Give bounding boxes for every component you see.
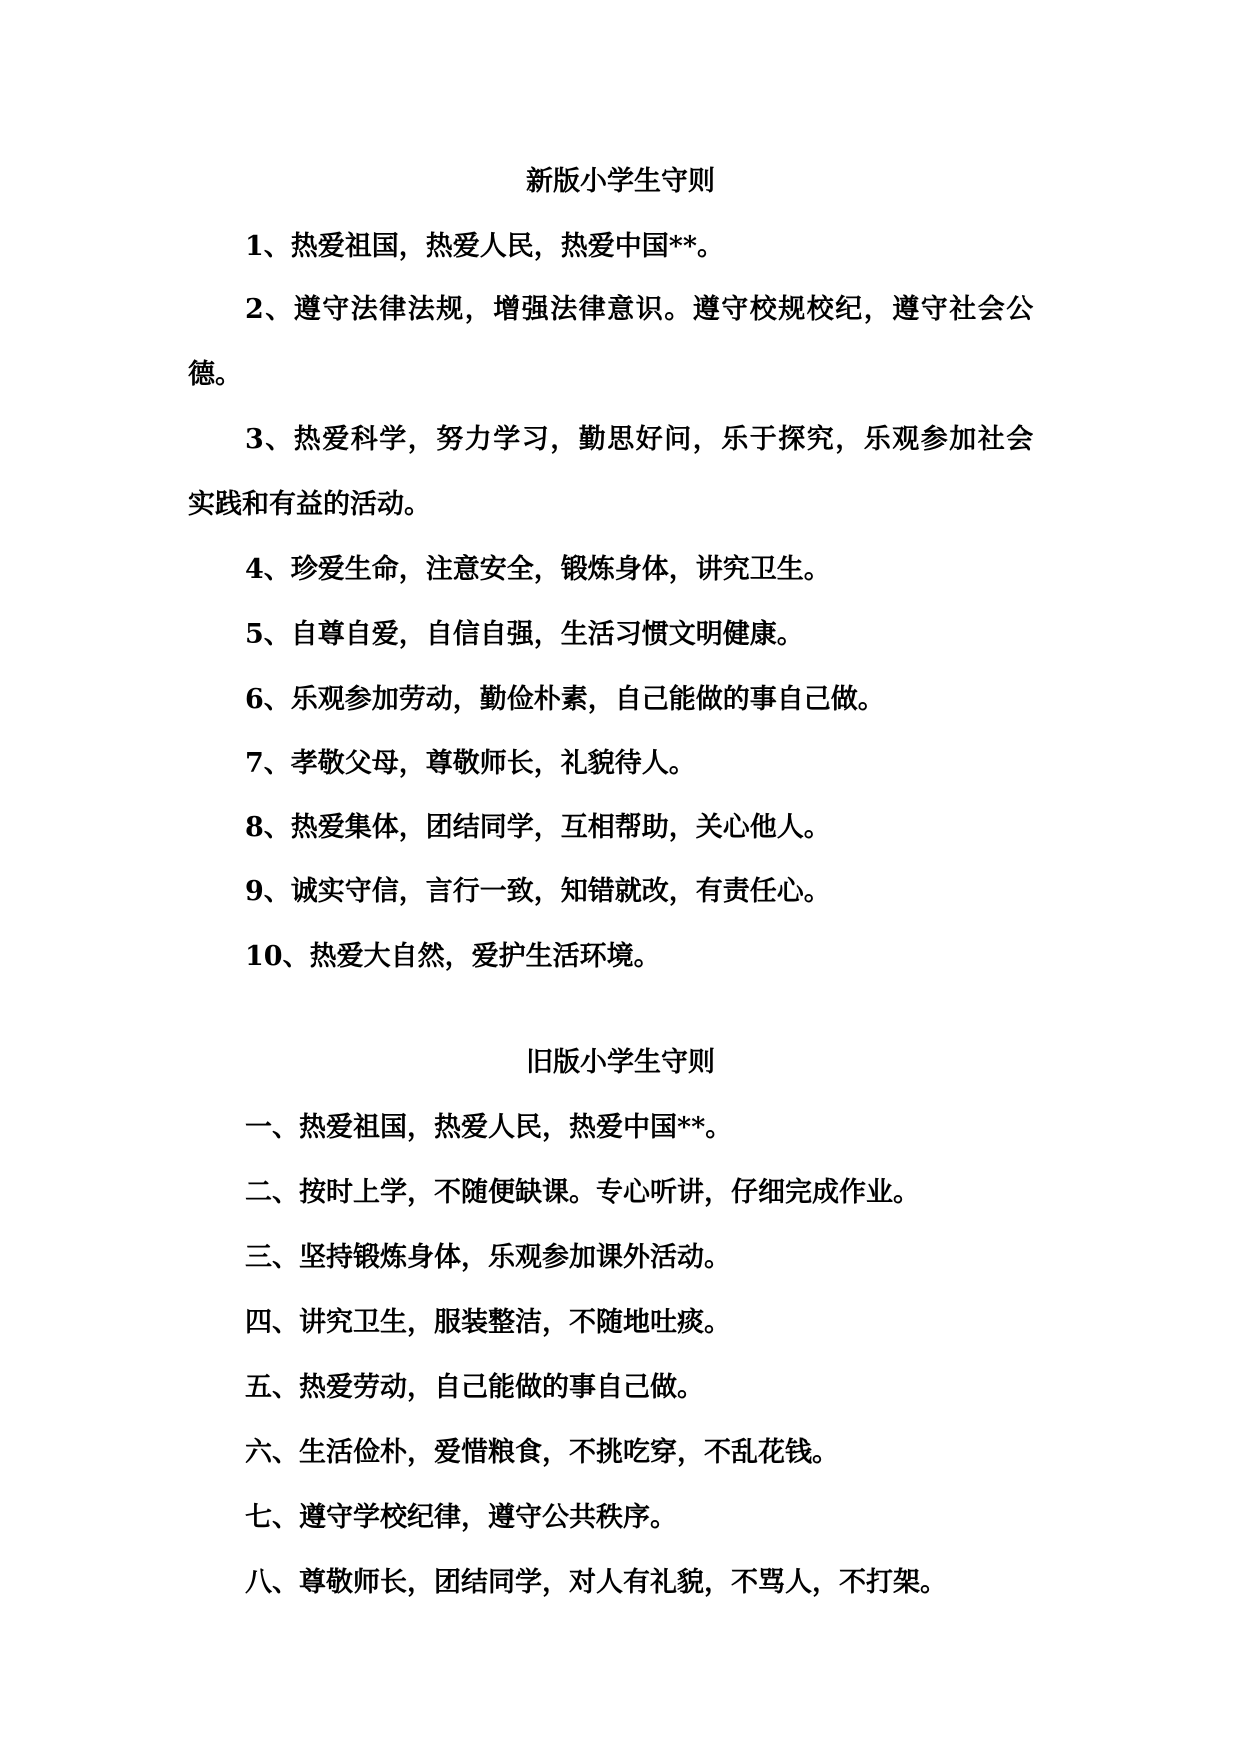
old-rule-8: 八、尊敬师长，团结同学，对人有礼貌，不骂人，不打架。 bbox=[245, 1567, 947, 1598]
new-rule-1: 1、热爱祖国，热爱人民，热爱中国**。 bbox=[245, 231, 725, 262]
new-rule-9: 9、诚实守信，言行一致，知错就改，有责任心。 bbox=[245, 876, 831, 907]
new-rule-3-continued: 实践和有益的活动。 bbox=[188, 489, 431, 520]
new-rule-4: 4、珍爱生命，注意安全，锻炼身体，讲究卫生。 bbox=[245, 554, 831, 585]
old-rule-6: 六、生活俭朴，爱惜粮食，不挑吃穿，不乱花钱。 bbox=[245, 1437, 839, 1468]
old-rules-title: 旧版小学生守则 bbox=[526, 1047, 715, 1078]
old-rule-3: 三、坚持锻炼身体，乐观参加课外活动。 bbox=[245, 1242, 731, 1273]
new-rule-8: 8、热爱集体，团结同学，互相帮助，关心他人。 bbox=[245, 812, 831, 843]
old-rule-4: 四、讲究卫生，服装整洁，不随地吐痰。 bbox=[245, 1307, 731, 1338]
new-rule-2-continued: 德。 bbox=[188, 359, 242, 390]
old-rule-2: 二、按时上学，不随便缺课。专心听讲，仔细完成作业。 bbox=[245, 1177, 920, 1208]
old-rule-5: 五、热爱劳动，自己能做的事自己做。 bbox=[245, 1372, 704, 1403]
old-rule-7: 七、遵守学校纪律，遵守公共秩序。 bbox=[245, 1502, 677, 1533]
new-rule-5: 5、自尊自爱，自信自强，生活习惯文明健康。 bbox=[245, 619, 804, 650]
new-rule-3: 3、热爱科学，努力学习，勤思好问，乐于探究，乐观参加社会 bbox=[245, 424, 1035, 455]
old-rule-1: 一、热爱祖国，热爱人民，热爱中国**。 bbox=[245, 1112, 733, 1143]
new-rule-6: 6、乐观参加劳动，勤俭朴素，自己能做的事自己做。 bbox=[245, 684, 885, 715]
new-rule-7: 7、孝敬父母，尊敬师长，礼貌待人。 bbox=[245, 748, 696, 779]
new-rule-10: 10、热爱大自然，爱护生活环境。 bbox=[245, 941, 661, 972]
new-rule-2: 2、遵守法律法规，增强法律意识。遵守校规校纪，遵守社会公 bbox=[245, 294, 1035, 325]
new-rules-title: 新版小学生守则 bbox=[526, 166, 715, 197]
